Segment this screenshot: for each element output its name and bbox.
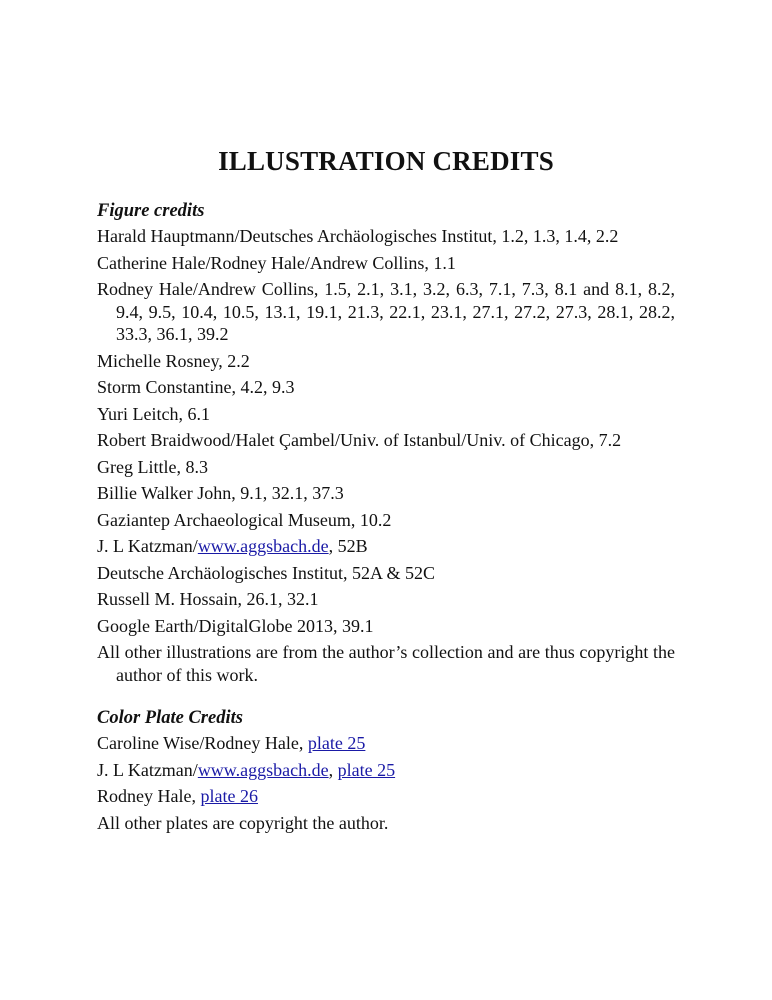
figure-credits-heading: Figure credits	[97, 201, 205, 221]
plate-26-link[interactable]: plate 26	[200, 786, 258, 806]
plate-25-link[interactable]: plate 25	[337, 759, 396, 780]
aggsbach-link[interactable]: www.aggsbach.de	[197, 759, 329, 780]
color-plate-credits-heading: Color Plate Credits	[97, 708, 243, 728]
figure-credit-entry: Google Earth/DigitalGlobe 2013, 39.1	[97, 615, 374, 636]
figure-credit-entry-other: All other illustrations are from the author’s collection and are thus copyright the author of this work.	[97, 642, 675, 685]
plate-25-link[interactable]: plate 25	[307, 733, 366, 753]
aggsbach-link[interactable]: www.aggsbach.de	[197, 536, 329, 556]
figure-credit-entry: Robert Braidwood/Halet Çambel/Univ. of Istanbul/Univ. of Chicago, 7.2	[97, 430, 622, 450]
credit-prefix: Caroline Wise/Rodney Hale,	[97, 733, 308, 753]
credit-prefix: J. L Katzman/	[97, 759, 198, 780]
figure-credit-entry: Russell M. Hossain, 26.1, 32.1	[97, 589, 319, 609]
plate-credit-entry	[97, 732, 675, 755]
figure-credit-entry: Rodney Hale/Andrew Collins, 1.5, 2.1, 3.1, 3.2, 6.3, 7.1, 7.3, 8.1 and 8.1, 8.2, 9.4, 9.5, 10.4, 10.5, 13.1, 19.1, 21.3, 22.1, 23.1, 27.1, 27.2, 27.3, 28.1, 28.2, 33.3, 36.1, 39.2	[97, 279, 675, 344]
figure-credit-entry: Harald Hauptmann/Deutsches Archäologisches Institut, 1.2, 1.3, 1.4, 2.2	[97, 226, 619, 246]
plate-credit-entry	[97, 759, 675, 782]
page-title: ILLUSTRATION CREDITS	[218, 146, 554, 176]
figure-credit-entry: Greg Little, 8.3	[97, 456, 208, 477]
credit-prefix: Rodney Hale,	[97, 786, 201, 806]
figure-credit-entry: Storm Constantine, 4.2, 9.3	[97, 377, 295, 397]
figure-credit-entry: Michelle Rosney, 2.2	[97, 350, 250, 371]
credit-suffix: , 52B	[328, 536, 368, 556]
credits-content	[97, 199, 675, 838]
figure-credit-entry-katzman	[97, 535, 675, 558]
credit-separator: ,	[328, 759, 338, 780]
figure-credit-entry: Billie Walker John, 9.1, 32.1, 37.3	[97, 483, 344, 503]
figure-credit-entry: Catherine Hale/Rodney Hale/Andrew Collins, 1.1	[97, 252, 456, 273]
plate-credit-entry	[97, 785, 675, 808]
credit-prefix: J. L Katzman/	[97, 536, 198, 556]
figure-credits-section	[97, 199, 675, 686]
section-spacer	[97, 686, 675, 706]
plate-credit-entry-other: All other plates are copyright the author.	[97, 812, 389, 833]
figure-credit-entry: Deutsche Archäologisches Institut, 52A & 52C	[97, 562, 435, 583]
figure-credit-entry: Gaziantep Archaeological Museum, 10.2	[97, 509, 392, 530]
figure-credit-entry: Yuri Leitch, 6.1	[97, 403, 210, 424]
color-plate-credits-section	[97, 706, 675, 834]
